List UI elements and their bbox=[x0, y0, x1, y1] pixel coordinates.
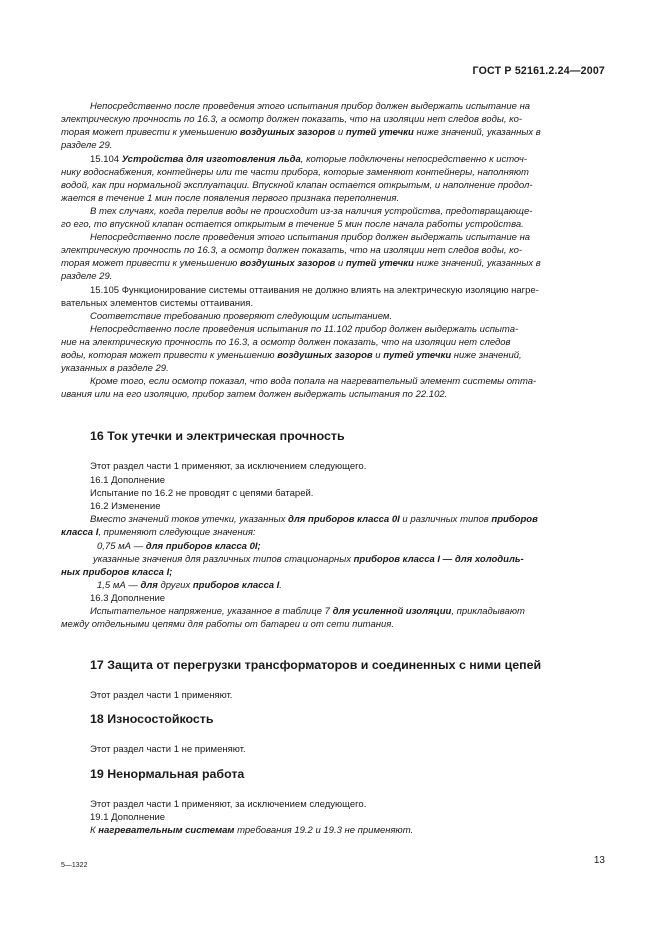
text-line bbox=[90, 324, 518, 336]
text-line bbox=[90, 311, 392, 323]
text-span: нику водоснабжения, контейнеры или те части прибора, которые заменяют контейнеры, наполняют bbox=[61, 167, 529, 178]
term: путей утечки bbox=[345, 258, 414, 269]
text-line bbox=[61, 527, 256, 539]
text-line bbox=[90, 101, 530, 113]
text-line: 19.1 Дополнение bbox=[90, 812, 166, 823]
term: Устройства для изготовления льда bbox=[121, 154, 301, 165]
text-line: 16.1 Дополнение bbox=[90, 475, 166, 486]
term: класса I bbox=[61, 527, 99, 538]
text-span: 1,5 мА — bbox=[97, 580, 141, 591]
text-line bbox=[61, 258, 541, 270]
text-line: 16.3 Дополнение bbox=[90, 593, 166, 604]
text-line: между отдельными цепями для работы от батареи и от сети питания. bbox=[61, 619, 394, 630]
text-span: , прикладывают bbox=[451, 606, 525, 617]
text-line bbox=[90, 154, 527, 166]
text-line bbox=[97, 541, 261, 553]
text-span: ниже значений, указанных в bbox=[413, 258, 541, 269]
text-line bbox=[61, 193, 399, 205]
text-span: электрическую прочность по 16.3, а осмотр должен показать, что на изоляции нет следов воды, ко- bbox=[61, 114, 523, 125]
text-span: водой, как при нормальной эксплуатации. Впускной клапан остается открытым, и наполнение продол- bbox=[61, 180, 533, 191]
term: для приборов класса 0I; bbox=[145, 541, 261, 552]
section-heading: 16 Ток утечки и электрическая прочность bbox=[90, 429, 345, 443]
text-line bbox=[97, 580, 282, 592]
text-span: Кроме того, если осмотр показал, что вода попала на нагревательный элемент системы отта- bbox=[90, 376, 537, 387]
text-span: Непосредственно после проведения испытания по 11.102 прибор должен выдержать испыта- bbox=[90, 324, 519, 335]
text-span: и bbox=[372, 350, 384, 361]
term: для bbox=[140, 580, 158, 591]
section-heading: 18 Износостойкость bbox=[90, 712, 214, 726]
text-span: ние на электрическую прочность по 16.3, а осмотр должен показать, что на изоляции нет следов bbox=[61, 337, 511, 348]
text-span: Вместо значений токов утечки, указанных bbox=[90, 514, 289, 525]
text-line bbox=[61, 350, 522, 362]
text-span: 0,75 мА — bbox=[97, 541, 146, 552]
text-span: . bbox=[279, 580, 282, 591]
text-span: воды, которая может привести к уменьшению bbox=[61, 350, 278, 361]
text-span: и различных типов bbox=[399, 514, 492, 525]
text-span: торая может привести к уменьшению bbox=[61, 258, 240, 269]
text-span: , применяют следующие значения: bbox=[98, 527, 256, 538]
text-span: других bbox=[157, 580, 193, 591]
text-span: ниже значений, указанных в bbox=[413, 127, 541, 138]
text-line bbox=[90, 285, 539, 297]
text-line bbox=[61, 140, 112, 152]
document-code: ГОСТ Р 52161.2.24—2007 bbox=[472, 65, 605, 77]
text-line bbox=[61, 114, 522, 126]
term: воздушных зазоров bbox=[277, 350, 373, 361]
text-line bbox=[61, 389, 447, 401]
text-line bbox=[90, 825, 413, 837]
text-span: ниже значений, bbox=[451, 350, 522, 361]
text-line bbox=[90, 206, 532, 218]
term: нагревательным системам bbox=[98, 825, 235, 836]
text-span: электрическую прочность по 16.3, а осмотр должен показать, что на изоляции нет следов воды, ко- bbox=[61, 245, 523, 256]
text-line bbox=[61, 363, 169, 375]
text-line bbox=[61, 219, 524, 231]
text-span: , которые подключены непосредственно к источ- bbox=[300, 154, 527, 165]
print-signature: 5—1322 bbox=[61, 862, 88, 869]
text-line bbox=[90, 606, 525, 618]
text-span: Испытательное напряжение, указанное в таблице 7 bbox=[90, 606, 333, 617]
text-span: торая может привести к уменьшению bbox=[61, 127, 240, 138]
page-number: 13 bbox=[593, 855, 605, 866]
term: путей утечки bbox=[383, 350, 452, 361]
term: для приборов класса 0I bbox=[288, 514, 400, 525]
text-line bbox=[61, 337, 511, 349]
text-line bbox=[61, 180, 532, 192]
text-line: Этот раздел части 1 применяют, за исключением следующего. bbox=[90, 799, 367, 810]
text-span: разделе 29. bbox=[61, 140, 113, 151]
text-span: указанных в разделе 29. bbox=[61, 363, 169, 374]
section-heading: 19 Ненормальная работа bbox=[90, 767, 245, 781]
text-line bbox=[90, 232, 530, 244]
text-line bbox=[61, 298, 253, 310]
text-span: К bbox=[90, 825, 99, 836]
term: для усиленной изоляции bbox=[332, 606, 452, 617]
text-span: ивания или на его изоляцию, прибор затем должен выдержать испытания по 22.102. bbox=[61, 389, 448, 400]
text-line: Этот раздел части 1 не применяют. bbox=[90, 744, 246, 755]
text-line bbox=[93, 554, 524, 566]
term: воздушных зазоров bbox=[239, 258, 336, 269]
text-span: В тех случаях, когда перелив воды не происходит из-за наличия устройства, предотвращающе- bbox=[90, 206, 533, 217]
text-line bbox=[90, 514, 538, 526]
text-span: требования 19.2 и 19.3 не применяют. bbox=[234, 825, 414, 836]
text-span: Непосредственно после проведения этого испытания прибор должен выдержать испытание на bbox=[90, 101, 531, 112]
text-line bbox=[90, 376, 536, 388]
term: воздушных зазоров bbox=[239, 127, 336, 138]
text-line bbox=[61, 167, 529, 179]
text-span: Соответствие требованию проверяют следующим испытанием. bbox=[90, 311, 393, 322]
text-span: и bbox=[335, 127, 346, 138]
text-line: 16.2 Изменение bbox=[90, 501, 161, 512]
text-line: Этот раздел части 1 применяют, за исключением следующего. bbox=[90, 461, 367, 472]
term: приборов класса I bbox=[192, 580, 280, 591]
term: приборов класса I — для холодиль- bbox=[353, 554, 524, 565]
text-span: жается в течение 1 мин после появления первого признака переполнения. bbox=[61, 193, 400, 204]
text-line bbox=[61, 245, 522, 257]
term: приборов bbox=[491, 514, 538, 525]
clause-number: 15.104 bbox=[90, 154, 122, 165]
text-span: указанные значения для различных типов стационарных bbox=[93, 554, 354, 565]
text-line: ных приборов класса I; bbox=[61, 567, 173, 578]
text-span: 15.105 Функционирование системы оттаивания не должно влиять на электрическую изоляцию нагре- bbox=[90, 285, 539, 296]
text-span: вательных элементов системы оттаивания. bbox=[61, 298, 254, 309]
text-span: го его, то впускной клапан остается открытым в течение 5 мин после начала работы устройства. bbox=[61, 219, 524, 230]
text-line bbox=[61, 271, 112, 283]
term: путей утечки bbox=[345, 127, 414, 138]
text-line: Этот раздел части 1 применяют. bbox=[90, 690, 233, 701]
text-span: и bbox=[335, 258, 346, 269]
text-span: Непосредственно после проведения этого испытания прибор должен выдержать испытание на bbox=[90, 232, 531, 243]
section-heading: 17 Защита от перегрузки трансформаторов и соединенных с ними цепей bbox=[90, 658, 542, 672]
text-span: разделе 29. bbox=[61, 271, 113, 282]
text-line: Испытание по 16.2 не проводят с цепями батарей. bbox=[90, 488, 314, 499]
text-line bbox=[61, 127, 541, 139]
